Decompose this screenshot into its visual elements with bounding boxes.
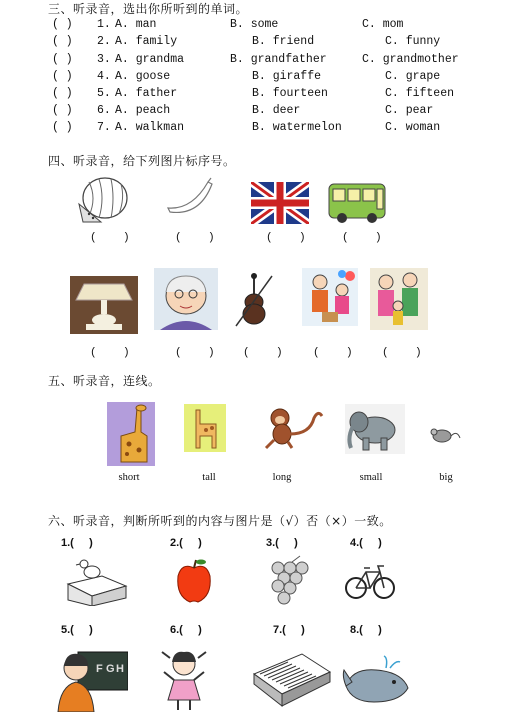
answer-paren[interactable]: ( ) bbox=[52, 35, 73, 48]
answer-paren[interactable]: ( ) bbox=[243, 347, 283, 359]
bicycle-picture bbox=[344, 558, 396, 602]
family-party-picture bbox=[302, 268, 358, 326]
option-b: B. some bbox=[230, 18, 279, 31]
judge-item[interactable]: 5.( ) bbox=[61, 624, 93, 636]
option-c: C. funny bbox=[385, 35, 441, 48]
option-c: C. grandmother bbox=[362, 53, 459, 66]
option-a: A. grandma bbox=[115, 53, 185, 66]
word-label: long bbox=[272, 472, 292, 483]
question-number: 2. bbox=[97, 35, 111, 48]
banana-picture bbox=[164, 176, 216, 216]
answer-paren[interactable]: ( ) bbox=[52, 18, 73, 31]
answer-paren[interactable]: ( ) bbox=[52, 104, 73, 117]
whale-picture bbox=[340, 654, 414, 706]
option-a: A. man bbox=[115, 18, 157, 31]
answer-paren[interactable]: ( ) bbox=[313, 347, 353, 359]
judge-item[interactable]: 1.( ) bbox=[61, 537, 93, 549]
grapes-picture bbox=[262, 554, 312, 606]
section-3-title: 三、听录音，选出你所听到的单词。 bbox=[48, 2, 249, 16]
mouse-picture bbox=[426, 424, 462, 446]
family-picture bbox=[370, 268, 428, 330]
judge-item[interactable]: 4.( ) bbox=[350, 537, 382, 549]
option-b: B. friend bbox=[252, 35, 315, 48]
giraffe-short-picture bbox=[184, 404, 226, 452]
section-4-title: 四、听录音，给下列图片标序号。 bbox=[48, 154, 236, 168]
giraffe-tall-picture bbox=[107, 402, 155, 466]
option-a: A. father bbox=[115, 87, 178, 100]
svg-text:H: H bbox=[116, 663, 124, 675]
bus-picture bbox=[328, 182, 386, 224]
monkey-picture bbox=[258, 404, 326, 450]
option-c: C. grape bbox=[385, 70, 441, 83]
option-a: A. goose bbox=[115, 70, 171, 83]
answer-paren[interactable]: ( ) bbox=[52, 53, 73, 66]
option-a: A. family bbox=[115, 35, 178, 48]
word-label: tall bbox=[202, 472, 216, 483]
answer-paren[interactable]: ( ) bbox=[266, 232, 306, 244]
word-label: short bbox=[118, 472, 140, 483]
answer-paren[interactable]: ( ) bbox=[52, 70, 73, 83]
option-b: B. deer bbox=[252, 104, 301, 117]
watermelon-picture bbox=[75, 176, 131, 224]
word-label: small bbox=[359, 472, 383, 483]
option-b: B. fourteen bbox=[252, 87, 328, 100]
option-a: A. peach bbox=[115, 104, 171, 117]
judge-item[interactable]: 7.( ) bbox=[273, 624, 305, 636]
option-b: B. giraffe bbox=[252, 70, 322, 83]
answer-paren[interactable]: ( ) bbox=[90, 347, 130, 359]
question-number: 6. bbox=[97, 104, 111, 117]
question-number: 3. bbox=[97, 53, 111, 66]
british-flag-picture bbox=[251, 182, 309, 224]
question-number: 1. bbox=[97, 18, 111, 31]
elephant-picture bbox=[345, 404, 405, 454]
teacher-at-board-picture bbox=[56, 646, 128, 712]
question-number: 4. bbox=[97, 70, 111, 83]
answer-paren[interactable]: ( ) bbox=[90, 232, 130, 244]
option-c: C. mom bbox=[362, 18, 404, 31]
judge-item[interactable]: 8.( ) bbox=[350, 624, 382, 636]
apple-picture bbox=[174, 556, 214, 604]
bird-on-box-picture bbox=[62, 556, 132, 606]
violin-picture bbox=[232, 270, 276, 328]
option-c: C. woman bbox=[385, 121, 441, 134]
grandfather-picture bbox=[154, 268, 218, 330]
question-number: 7. bbox=[97, 121, 111, 134]
option-a: A. walkman bbox=[115, 121, 185, 134]
judge-item[interactable]: 2.( ) bbox=[170, 537, 202, 549]
answer-paren[interactable]: ( ) bbox=[52, 87, 73, 100]
answer-paren[interactable]: ( ) bbox=[175, 232, 215, 244]
piano-picture bbox=[250, 650, 334, 710]
question-number: 5. bbox=[97, 87, 111, 100]
option-b: B. watermelon bbox=[252, 121, 342, 134]
answer-paren[interactable]: ( ) bbox=[175, 347, 215, 359]
option-c: C. pear bbox=[385, 104, 434, 117]
girl-picture bbox=[158, 646, 210, 712]
answer-paren[interactable]: ( ) bbox=[52, 121, 73, 134]
option-c: C. fifteen bbox=[385, 87, 455, 100]
section-5-title: 五、听录音，连线。 bbox=[48, 374, 161, 388]
word-label: big bbox=[439, 472, 453, 483]
answer-paren[interactable]: ( ) bbox=[342, 232, 382, 244]
svg-text:F: F bbox=[96, 663, 103, 675]
answer-paren[interactable]: ( ) bbox=[382, 347, 422, 359]
lamp-picture bbox=[70, 276, 138, 334]
judge-item[interactable]: 3.( ) bbox=[266, 537, 298, 549]
option-b: B. grandfather bbox=[230, 53, 327, 66]
svg-text:G: G bbox=[106, 663, 115, 675]
section-6-title: 六、听录音，判断所听到的内容与图片是（√）否（×）一致。 bbox=[48, 514, 392, 528]
judge-item[interactable]: 6.( ) bbox=[170, 624, 202, 636]
